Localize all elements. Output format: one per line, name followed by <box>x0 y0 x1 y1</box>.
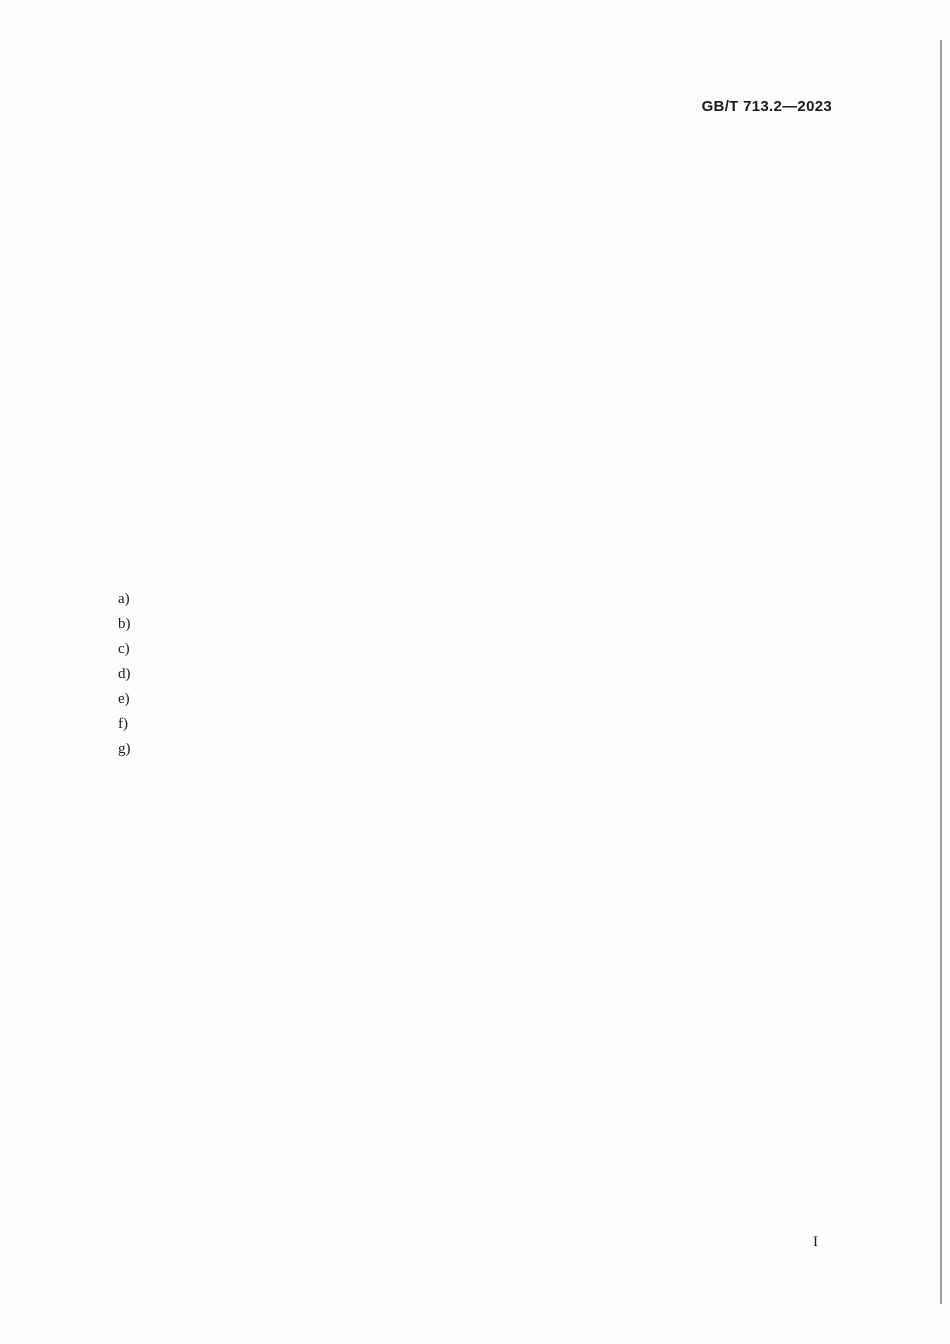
list-marker: d) <box>118 666 131 682</box>
paragraph-drafting-rules <box>86 262 834 312</box>
changes-list <box>86 587 834 762</box>
list-marker: c) <box>118 641 130 657</box>
list-marker: a) <box>118 591 130 607</box>
paragraph-part-of <box>86 312 834 337</box>
paragraph-drafting-units <box>86 837 834 937</box>
page-number: I <box>813 1234 818 1250</box>
list-marker: e) <box>118 691 130 707</box>
list-marker: b) <box>118 616 131 632</box>
list-item <box>86 662 834 687</box>
history-list <box>86 1037 834 1112</box>
list-item <box>86 387 834 412</box>
list-item <box>86 737 834 762</box>
paragraph-history-intro <box>86 1012 834 1037</box>
standard-number: GB/T 713.2—2023 <box>701 98 832 115</box>
list-marker: f) <box>118 716 128 732</box>
list-item <box>86 437 834 462</box>
list-marker: g) <box>118 741 131 757</box>
list-item <box>86 587 834 612</box>
paragraph-replacement <box>86 512 834 587</box>
list-item <box>86 687 834 712</box>
parts-list <box>86 337 834 512</box>
list-item <box>86 637 834 662</box>
list-item <box>86 462 834 487</box>
list-item <box>86 712 834 737</box>
paragraph-drafters <box>86 937 834 1012</box>
paragraph-patent-notice <box>86 762 834 787</box>
paragraph-proposed-by <box>86 787 834 812</box>
paragraph-managed-by <box>86 812 834 837</box>
list-item <box>86 412 834 437</box>
list-item <box>86 612 834 637</box>
list-item <box>86 1087 834 1112</box>
list-item <box>86 1037 834 1087</box>
scan-edge-line <box>940 40 942 1304</box>
list-item <box>86 487 834 512</box>
list-item <box>86 362 834 387</box>
preface-body <box>86 262 834 1112</box>
list-item <box>86 337 834 362</box>
